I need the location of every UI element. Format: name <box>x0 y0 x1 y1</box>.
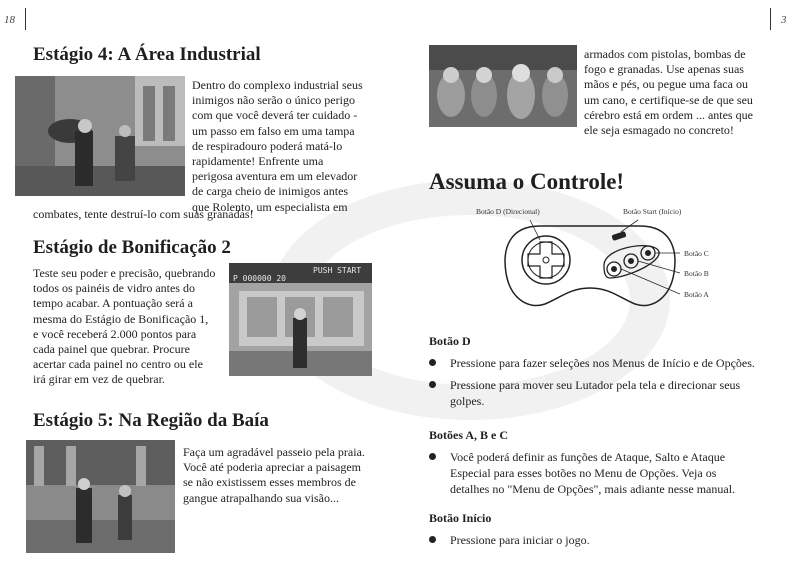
stage5-line: Você até poderia apreciar a paisagem <box>183 460 362 475</box>
bullet-dot <box>429 359 436 366</box>
dpad-bullet <box>450 355 780 371</box>
bonus2-line: acertar cada painel no centro ou ele <box>33 357 203 372</box>
bullet-dot <box>429 536 436 543</box>
stage4-line: perigosa aventura em um elevador <box>192 169 358 184</box>
stage4-line: inimigos não serão o único perigo <box>192 93 355 108</box>
stage4-screenshot <box>15 76 185 196</box>
right-page-number: 3 <box>781 14 787 26</box>
bonus2-screenshot <box>229 263 372 376</box>
stage4-last-line: combates, tente destruí-lo com suas granadas! <box>33 207 254 221</box>
bonus2-line: e você receberá 2.000 pontos para <box>33 326 197 341</box>
left-page-number: 18 <box>4 14 15 26</box>
stage5-text-col <box>183 445 365 506</box>
stage4-line: rapidamente! Enfrente uma <box>192 154 324 169</box>
bullet-dot <box>429 381 436 388</box>
bonus2-text-col <box>33 266 215 388</box>
rolento-screenshot <box>429 45 577 127</box>
start-bullet <box>450 532 590 548</box>
label-button-b: Botão B <box>684 269 709 278</box>
dpad-bullet-text: Pressione para mover seu Lutador pela tela e direcionar seus golpes. <box>450 378 741 408</box>
bonus2-line: irá girar em vez de quebrar. <box>33 372 165 387</box>
stage4-text-col <box>192 78 363 215</box>
stage4-line: de carga cheio de inimigos antes <box>192 184 349 199</box>
left-margin-rule <box>25 8 26 30</box>
stage4-line: de respiradouro poderá matá-lo <box>192 138 343 153</box>
stage4-line: que Rolento, um especialista em <box>192 199 348 214</box>
abc-heading: Botões A, B e C <box>429 428 508 442</box>
bonus2-line: Teste seu poder e precisão, quebrando <box>33 266 216 280</box>
controller-diagram <box>500 218 680 318</box>
stage5-title: Estágio 5: Na Região da Baía <box>33 410 269 431</box>
right-margin-rule <box>770 8 771 30</box>
dpad-bullet <box>450 377 770 409</box>
bullet-dot <box>429 453 436 460</box>
abc-bullet <box>450 449 735 497</box>
stage4-line: Dentro do complexo industrial seus <box>192 78 363 92</box>
stage5-line: Faça um agradável passeio pela praia. <box>183 445 365 459</box>
rolento-line: cérebro está em ordem ... antes que <box>584 107 753 122</box>
bonus2-line: tempo acabar. A pontuação será a <box>33 296 193 311</box>
stage5-line: gangue atrapalhando sua visão... <box>183 490 339 505</box>
rolento-line: ele seja esmagado no concreto! <box>584 123 734 138</box>
abc-line: Você poderá definir as funções de Ataque, Salto e Ataque <box>450 450 726 464</box>
bonus2-line: mesma do Estágio de Bonificação 1, <box>33 311 209 326</box>
label-start: Botão Start (Início) <box>623 207 682 216</box>
label-dpad: Botão D (Direcional) <box>476 207 540 216</box>
dpad-heading: Botão D <box>429 334 471 348</box>
start-heading: Botão Início <box>429 511 492 525</box>
rolento-line: armados com pistolas, bombas de <box>584 47 746 61</box>
controls-title: Assuma o Controle! <box>429 169 625 194</box>
stage5-screenshot <box>26 440 175 553</box>
rolento-line: um cano, e certifique-se de que seu <box>584 92 753 107</box>
bonus2-title: Estágio de Bonificação 2 <box>33 237 231 258</box>
abc-line: Especial para esses botões no Menu de Opções. Veja os <box>450 466 717 480</box>
stage4-line: com que você deverá ter cuidado - <box>192 108 358 123</box>
stage5-line: se não existissem esses membros de <box>183 475 356 490</box>
rolento-text-col <box>584 47 753 138</box>
label-button-c: Botão C <box>684 249 709 258</box>
bonus2-line: todos os painéis de vidro antes do <box>33 281 195 296</box>
bonus2-line: cada painel que quebrar. Procure <box>33 342 190 357</box>
rolento-line: mãos e pés, ou pegue uma faca ou <box>584 77 748 92</box>
abc-line: detalhes no "Menu de Opções", mais adiante nesse manual. <box>450 482 736 496</box>
stage4-line: um passo em falso em uma tampa <box>192 123 355 138</box>
dpad-bullet-text: Pressione para fazer seleções nos Menus de Início e de Opções. <box>450 356 755 370</box>
bonus2-hud-push-start: PUSH START <box>313 266 362 275</box>
bonus2-hud-score: P 000000 20 <box>233 274 286 283</box>
label-button-a: Botão A <box>684 290 709 299</box>
start-bullet-text: Pressione para iniciar o jogo. <box>450 533 590 547</box>
rolento-line: fogo e granadas. Use apenas suas <box>584 62 744 77</box>
stage4-title: Estágio 4: A Área Industrial <box>33 44 261 65</box>
